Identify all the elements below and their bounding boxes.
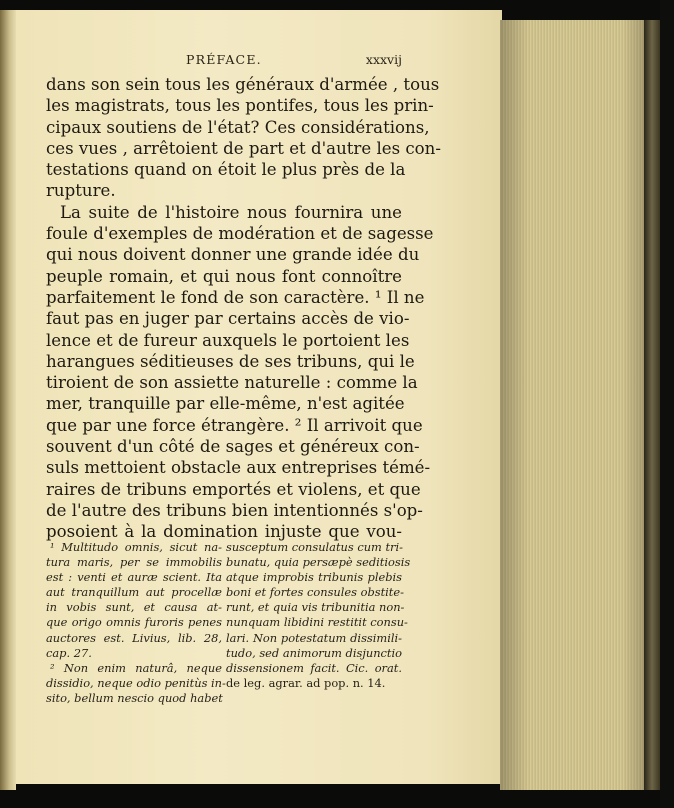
running-title: PRÉFACE. — [186, 52, 262, 67]
body-line: peuple romain, et qui nous font connoître — [46, 266, 402, 286]
footnote-line: susceptum consulatus cum tri- — [226, 540, 403, 554]
body-line: mer, tranquille par elle-même, n'est agitée — [46, 394, 405, 414]
page-number: xxxvij — [365, 52, 402, 67]
footnote-line: que origo omnis furoris penes — [46, 615, 222, 630]
body-line: harangues séditieuses de ses tribuns, qui le — [46, 351, 415, 371]
page-stack-edges — [500, 20, 647, 790]
footnote-line: tudo, sed animorum disjunctio — [226, 645, 402, 660]
body-line: posoient à la domination injuste que vou- — [46, 522, 402, 542]
footnote-line: auctores est. Livius, lib. 28, — [46, 630, 222, 645]
footnote-line: dissensionem facit. Cic. orat. — [226, 660, 402, 675]
body-line: lence et de fureur auxquels le portoient les — [46, 330, 410, 350]
body-line: rupture. — [46, 181, 116, 201]
footnote-line: atque improbis tribunis plebis — [226, 570, 402, 585]
body-line: les magistrats, tous les pontifes, tous les prin- — [46, 96, 434, 116]
footnote-line: de leg. agrar. ad pop. n. 14. — [226, 675, 386, 690]
footnote-line: tura maris, per se immobilis — [46, 555, 222, 570]
body-line: dans son sein tous les généraux d'armée , tous — [46, 75, 440, 94]
facing-page-edge — [0, 10, 16, 790]
body-line: testations quand on étoit le plus près de la — [46, 160, 406, 180]
body-line: parfaitement le fond de son caractère. ¹ Il ne — [46, 287, 425, 307]
footnote-line: nunquam libidini restitit consu- — [226, 615, 408, 630]
body-line: qui nous doivent donner une grande idée du — [46, 245, 420, 265]
body-line: que par une force étrangère. ² Il arrivoit que — [46, 415, 423, 435]
footnote-line: sito, bellum nescio quod habet — [46, 690, 223, 705]
body-line: ces vues , arrêtoient de part et d'autre les con- — [46, 138, 441, 158]
footnote-line: bunatu, quia persæpè seditiosis — [226, 555, 411, 570]
body-line: faut pas en juger par certains accès de vio- — [46, 309, 410, 329]
book-cover-edge — [644, 20, 660, 790]
footnote-line: boni et fortes consules obstite- — [226, 585, 404, 600]
body-line: tiroient de son assiette naturelle : comme la — [46, 373, 418, 393]
footnotes-left-column — [46, 540, 226, 706]
body-line: foule d'exemples de modération et de sagesse — [46, 224, 434, 244]
footnote-line: runt, et quia vis tribunitia non- — [226, 600, 405, 615]
footnotes-right-column — [226, 540, 411, 691]
body-line: souvent d'un côté de sages et généreux con- — [46, 437, 420, 457]
footnote-line: dissidio, neque odio penitùs in- — [46, 675, 226, 690]
body-line: de l'autre des tribuns bien intentionnés s'op- — [46, 500, 423, 520]
background-right — [660, 0, 674, 808]
body-line: suls mettoient obstacle aux entreprises témé- — [46, 458, 431, 478]
footnote-line: in vobis sunt, et causa at- — [46, 600, 222, 615]
footnote-line: ² Non enim naturâ, neque — [50, 660, 222, 675]
body-line: cipaux soutiens de l'état? Ces considérations, — [46, 117, 430, 137]
body-line: raires de tribuns emportés et violens, et que — [46, 479, 421, 499]
page-header — [46, 52, 402, 70]
body-line: La suite de l'histoire nous fournira une — [60, 202, 402, 222]
footnote-line: lari. Non potestatum dissimili- — [226, 630, 402, 645]
footnote-line: est : venti et auræ scient. Ita — [46, 570, 222, 585]
footnote-line: cap. 27. — [46, 645, 92, 660]
footnote-line: aut tranquillum aut procellæ — [46, 585, 222, 600]
body-text — [46, 74, 441, 543]
footnote-line: ¹ Multitudo omnis, sicut na- — [50, 540, 222, 554]
